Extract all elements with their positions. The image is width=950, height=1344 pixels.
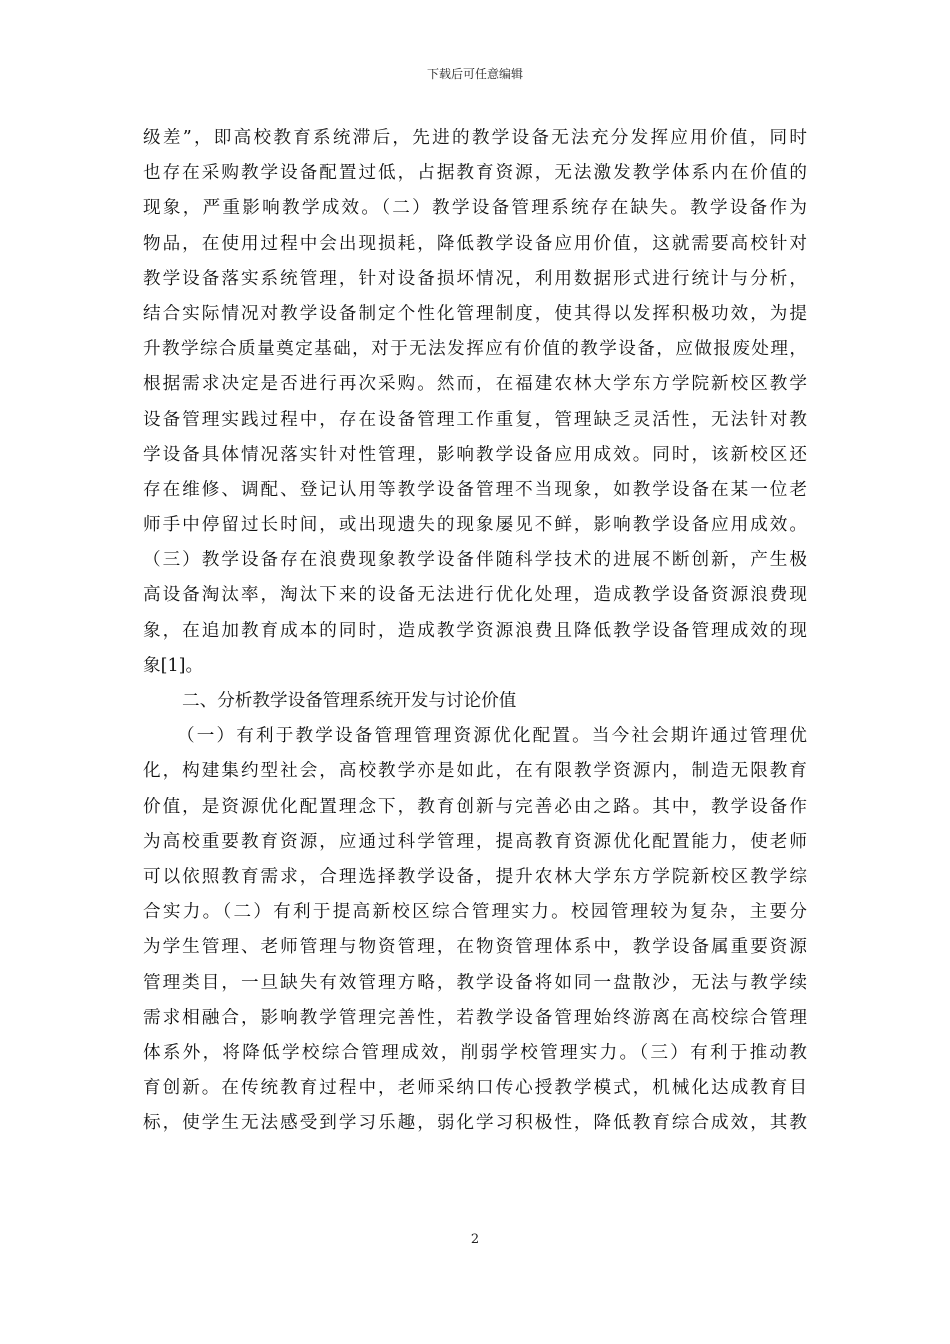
text-line: 根据需求决定是否进行再次采购。然而，在福建农林大学东方学院新校区教学 bbox=[143, 374, 807, 395]
text-line: 设备管理实践过程中，存在设备管理工作重复，管理缺乏灵活性，无法针对教 bbox=[143, 409, 807, 430]
text-line: 合实力。（二）有利于提高新校区综合管理实力。校园管理较为复杂，主要分 bbox=[143, 902, 807, 923]
text-line: 体系外，将降低学校综合管理成效，削弱学校管理实力。（三）有利于推动教 bbox=[143, 1042, 807, 1063]
text-line: 为高校重要教育资源，应通过科学管理，提高教育资源优化配置能力，使老师 bbox=[143, 831, 807, 852]
text-line: 升教学综合质量奠定基础，对于无法发挥应有价值的教学设备，应做报废处理， bbox=[143, 339, 807, 360]
text-line: 物品，在使用过程中会出现损耗，降低教学设备应用价值，这就需要高校针对 bbox=[143, 233, 807, 254]
text-line: 学设备具体情况落实针对性管理，影响教学设备应用成效。同时，该新校区还 bbox=[143, 444, 807, 465]
text-line: （三）教学设备存在浪费现象教学设备伴随科学技术的进展不断创新，产生极 bbox=[143, 550, 807, 571]
text-line: 级差”，即高校教育系统滞后，先进的教学设备无法充分发挥应用价值，同时 bbox=[143, 128, 807, 148]
text-line: 教学设备落实系统管理，针对设备损坏情况，利用数据形式进行统计与分析， bbox=[143, 268, 807, 289]
text-line: 也存在采购教学设备配置过低，占据教育资源，无法激发教学体系内在价值的 bbox=[143, 163, 807, 184]
text-line: 象[1]。 bbox=[143, 655, 204, 676]
text-line: 管理类目，一旦缺失有效管理方略，教学设备将如同一盘散沙，无法与教学续 bbox=[143, 972, 807, 993]
text-line: 为学生管理、老师管理与物资管理，在物资管理体系中，教学设备属重要资源 bbox=[143, 937, 807, 958]
page-number: 2 bbox=[470, 1232, 480, 1247]
text-line: 结合实际情况对教学设备制定个性化管理制度，使其得以发挥积极功效，为提 bbox=[143, 303, 807, 324]
text-line: 高设备淘汰率，淘汰下来的设备无法进行优化处理，造成教学设备资源浪费现 bbox=[143, 585, 807, 606]
text-line: 象，在追加教育成本的同时，造成教学资源浪费且降低教学设备管理成效的现 bbox=[143, 620, 807, 641]
page-header: 下载后可任意编辑 bbox=[426, 67, 523, 81]
text-line: 化，构建集约型社会，高校教学亦是如此，在有限教学资源内，制造无限教育 bbox=[143, 761, 807, 782]
text-line: 可以依照教育需求，合理选择教学设备，提升农林大学东方学院新校区教学综 bbox=[143, 866, 807, 887]
text-line: 标，使学生无法感受到学习乐趣，弱化学习积极性，降低教育综合成效，其教 bbox=[143, 1113, 807, 1134]
text-line: 价值，是资源优化配置理念下，教育创新与完善必由之路。其中，教学设备作 bbox=[143, 796, 807, 817]
text-line: （一）有利于教学设备管理管理资源优化配置。当今社会期许通过管理优 bbox=[177, 726, 807, 747]
text-line: 师手中停留过长时间，或出现遗失的现象屡见不鲜，影响教学设备应用成效。 bbox=[143, 515, 807, 536]
section-heading: 二、分析教学设备管理系统开发与讨论价值 bbox=[182, 691, 517, 711]
text-line: 育创新。在传统教育过程中，老师采纳口传心授教学模式，机械化达成教育目 bbox=[143, 1078, 807, 1099]
text-line: 需求相融合，影响教学管理完善性，若教学设备管理始终游离在高校综合管理 bbox=[143, 1007, 807, 1028]
body-text bbox=[143, 121, 807, 1141]
text-line: 现象，严重影响教学成效。（二）教学设备管理系统存在缺失。教学设备作为 bbox=[143, 198, 807, 219]
text-line: 存在维修、调配、登记认用等教学设备管理不当现象，如教学设备在某一位老 bbox=[143, 479, 807, 500]
